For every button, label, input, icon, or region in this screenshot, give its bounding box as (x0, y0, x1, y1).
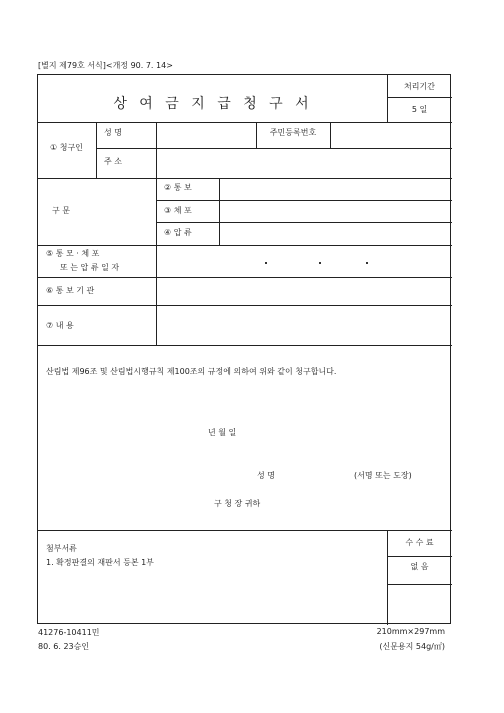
notice-date-label-2: 또 는 압 류 일 자 (60, 263, 120, 272)
signature-seal-note: (서명 또는 도장) (354, 471, 412, 480)
date-separator-mark (319, 262, 321, 264)
paper-size: 210mm×297mm (376, 627, 445, 636)
attachment-item: 1. 확정판결의 재판서 등본 1부 (46, 558, 154, 567)
attachments-label: 첨부서류 (46, 544, 77, 553)
notice-date-label: ⑤ 통 모 · 체 포 (46, 249, 100, 258)
processing-period-value: 5 일 (411, 105, 428, 114)
classification-notice: ② 통 보 (164, 183, 192, 192)
claimant-label: ① 청구인 (50, 143, 83, 152)
classification-label: 구 문 (52, 206, 70, 215)
name-label: 성 명 (104, 128, 122, 137)
date-separator-mark (265, 262, 267, 264)
resident-number-label: 주민등록번호 (269, 128, 317, 137)
fee-label: 수 수 료 (405, 538, 434, 547)
form-title: 상 여 금 지 급 청 구 서 (113, 96, 313, 112)
signer-name-label: 성 명 (257, 471, 275, 480)
addressee: 구 청 장 귀하 (214, 499, 261, 508)
form-header-note: [별지 제79호 서식]<개정 90. 7. 14> (38, 61, 173, 70)
processing-period-label: 처리기간 (404, 82, 435, 91)
classification-arrest: ③ 체 포 (164, 206, 192, 215)
approval-date: 80. 6. 23승인 (38, 642, 90, 651)
address-label: 주 소 (104, 157, 122, 166)
statement-text: 산림법 제96조 및 산림법시행규칙 제100조의 규정에 의하여 위와 같이 청구합니다. (46, 367, 337, 376)
fee-value: 없 음 (410, 562, 429, 571)
content-label: ⑦ 내 용 (46, 321, 74, 330)
claim-form (37, 74, 451, 624)
paper-type: (신문용지 54g/㎡) (379, 642, 445, 651)
form-number: 41276-10411민 (38, 628, 100, 637)
notice-agency-label: ⑥ 통 보 기 관 (46, 286, 95, 295)
date-line: 년 월 일 (208, 428, 237, 437)
date-separator-mark (366, 262, 368, 264)
classification-seizure: ④ 압 류 (164, 228, 192, 237)
